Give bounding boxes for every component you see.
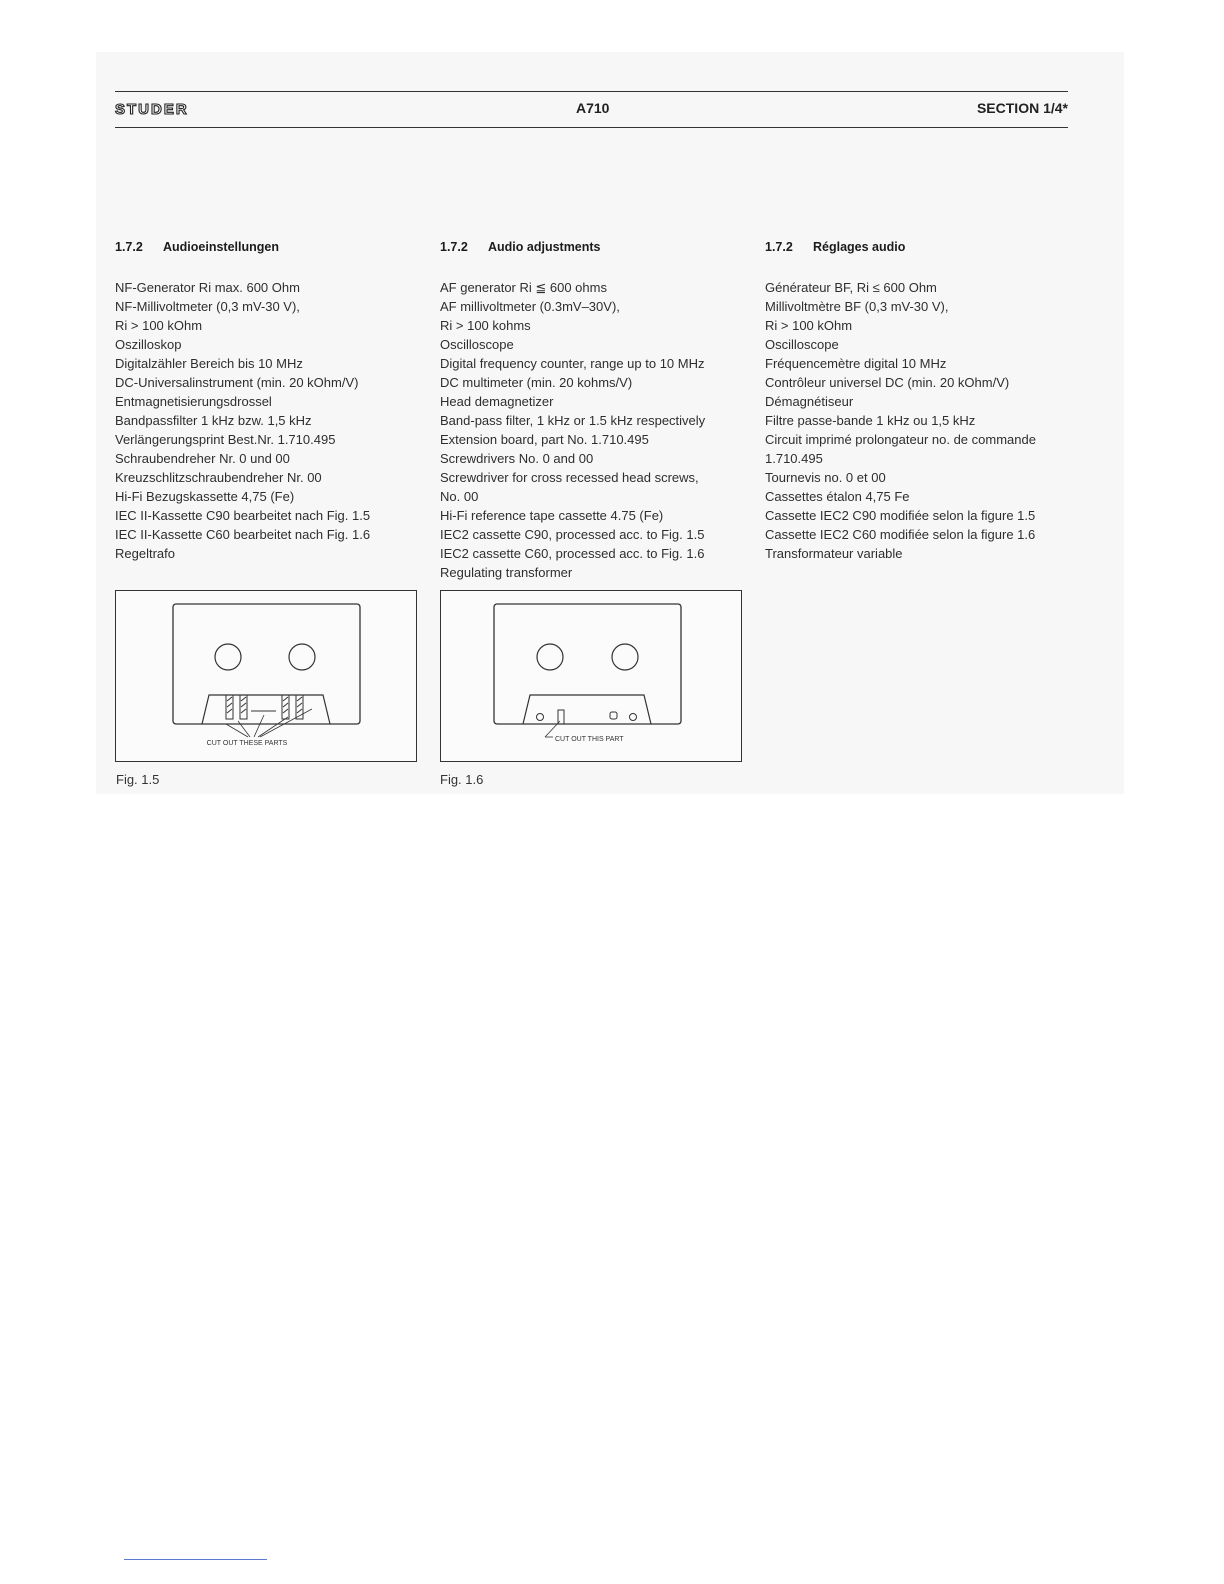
list-item: Oscilloscope <box>765 337 839 352</box>
list-item: Regeltrafo <box>115 546 175 561</box>
equipment-list <box>765 278 1075 563</box>
list-item: Hi-Fi reference tape cassette 4.75 (Fe) <box>440 508 664 523</box>
cassette-c90-diagram <box>116 591 416 761</box>
list-item: Verlängerungsprint Best.Nr. 1.710.495 <box>115 432 336 447</box>
cut-label: CUT OUT THESE PARTS <box>206 740 288 747</box>
column-french <box>765 240 1075 563</box>
reel-hole-left <box>537 644 563 670</box>
list-item: NF-Millivoltmeter (0,3 mV-30 V), <box>115 299 300 314</box>
list-item: Oszilloskop <box>115 337 182 352</box>
list-item: Fréquencemètre digital 10 MHz <box>765 356 947 371</box>
list-item: Digitalzähler Bereich bis 10 MHz <box>115 356 303 371</box>
list-item: Schraubendreher Nr. 0 und 00 <box>115 451 290 466</box>
list-item: 1.710.495 <box>765 451 823 466</box>
list-item: NF-Generator Ri max. 600 Ohm <box>115 280 300 295</box>
list-item: Ri > 100 kohms <box>440 318 531 333</box>
list-item: Kreuzschlitzschraubendreher Nr. 00 <box>115 470 322 485</box>
list-item: Ri > 100 kOhm <box>765 318 853 333</box>
reel-hole-right <box>612 644 638 670</box>
list-item: DC multimeter (min. 20 kohms/V) <box>440 375 633 390</box>
list-item: Digital frequency counter, range up to 10 MHz <box>440 356 705 371</box>
cassette-body <box>173 604 360 724</box>
brand-logo: STUDER <box>115 101 189 118</box>
equipment-list <box>115 278 425 563</box>
section-title: Audioeinstellungen <box>163 240 279 254</box>
list-item: Bandpassfilter 1 kHz bzw. 1,5 kHz <box>115 413 312 428</box>
list-item: Cassette IEC2 C60 modifiée selon la figure 1.6 <box>765 527 1036 542</box>
list-item: AF generator Ri ≦ 600 ohms <box>440 280 607 295</box>
list-item: Screwdrivers No. 0 and 00 <box>440 451 594 466</box>
list-item: Démagnétiseur <box>765 394 854 409</box>
list-item: IEC II-Kassette C60 bearbeitet nach Fig. 1.6 <box>115 527 371 542</box>
guide-hole <box>630 714 637 721</box>
section-number: 1.7.2 <box>765 240 793 254</box>
figure-1-5 <box>115 590 417 762</box>
list-item: Contrôleur universel DC (min. 20 kOhm/V) <box>765 375 1010 390</box>
list-item: IEC II-Kassette C90 bearbeitet nach Fig. 1.5 <box>115 508 371 523</box>
list-item: Hi-Fi Bezugskassette 4,75 (Fe) <box>115 489 295 504</box>
list-item: IEC2 cassette C60, processed acc. to Fig. 1.6 <box>440 546 705 561</box>
section-number: 1.7.2 <box>440 240 468 254</box>
cassette-c60-diagram <box>441 591 741 761</box>
footer-rule <box>124 1559 267 1560</box>
list-item: Oscilloscope <box>440 337 514 352</box>
list-item: Extension board, part No. 1.710.495 <box>440 432 649 447</box>
list-item: Head demagnetizer <box>440 394 554 409</box>
section-label: SECTION 1/4* <box>976 100 1068 116</box>
list-item: Entmagnetisierungsdrossel <box>115 394 272 409</box>
list-item: Ri > 100 kOhm <box>115 318 203 333</box>
list-item: Cassettes étalon 4,75 Fe <box>765 489 910 504</box>
figure-1-6 <box>440 590 742 762</box>
figure-caption: Fig. 1.6 <box>440 772 484 787</box>
equipment-list <box>440 278 750 582</box>
section-title: Réglages audio <box>813 240 906 254</box>
cut-label: CUT OUT THIS PART <box>555 736 624 743</box>
figure-caption: Fig. 1.5 <box>116 772 160 787</box>
reel-hole-right <box>289 644 315 670</box>
list-item: AF millivoltmeter (0.3mV–30V), <box>440 299 620 314</box>
list-item: Circuit imprimé prolongateur no. de commande <box>765 432 1036 447</box>
list-item: Transformateur variable <box>765 546 903 561</box>
column-english <box>440 240 750 582</box>
cassette-body <box>494 604 681 724</box>
list-item: IEC2 cassette C90, processed acc. to Fig. 1.5 <box>440 527 705 542</box>
model-title: A710 <box>576 100 610 116</box>
list-item: Millivoltmètre BF (0,3 mV-30 V), <box>765 299 949 314</box>
reel-hole-left <box>215 644 241 670</box>
guide-hole <box>537 714 544 721</box>
section-number: 1.7.2 <box>115 240 143 254</box>
section-heading <box>440 240 750 254</box>
list-item: Cassette IEC2 C90 modifiée selon la figure 1.5 <box>765 508 1036 523</box>
section-heading <box>115 240 425 254</box>
list-item: Band-pass filter, 1 kHz or 1.5 kHz respectively <box>440 413 706 428</box>
list-item: Générateur BF, Ri ≤ 600 Ohm <box>765 280 937 295</box>
leader-lines <box>226 709 312 737</box>
section-heading <box>765 240 1075 254</box>
list-item: No. 00 <box>440 489 479 504</box>
list-item: Tournevis no. 0 et 00 <box>765 470 886 485</box>
cut-out-parts <box>226 695 303 719</box>
header-top-rule <box>115 91 1068 92</box>
guide-hole <box>610 712 617 719</box>
list-item: Screwdriver for cross recessed head screws, <box>440 470 699 485</box>
column-german <box>115 240 425 563</box>
list-item: Filtre passe-bande 1 kHz ou 1,5 kHz <box>765 413 976 428</box>
header-bottom-rule <box>115 127 1068 128</box>
section-title: Audio adjustments <box>488 240 601 254</box>
list-item: DC-Universalinstrument (min. 20 kOhm/V) <box>115 375 359 390</box>
list-item: Regulating transformer <box>440 565 573 580</box>
